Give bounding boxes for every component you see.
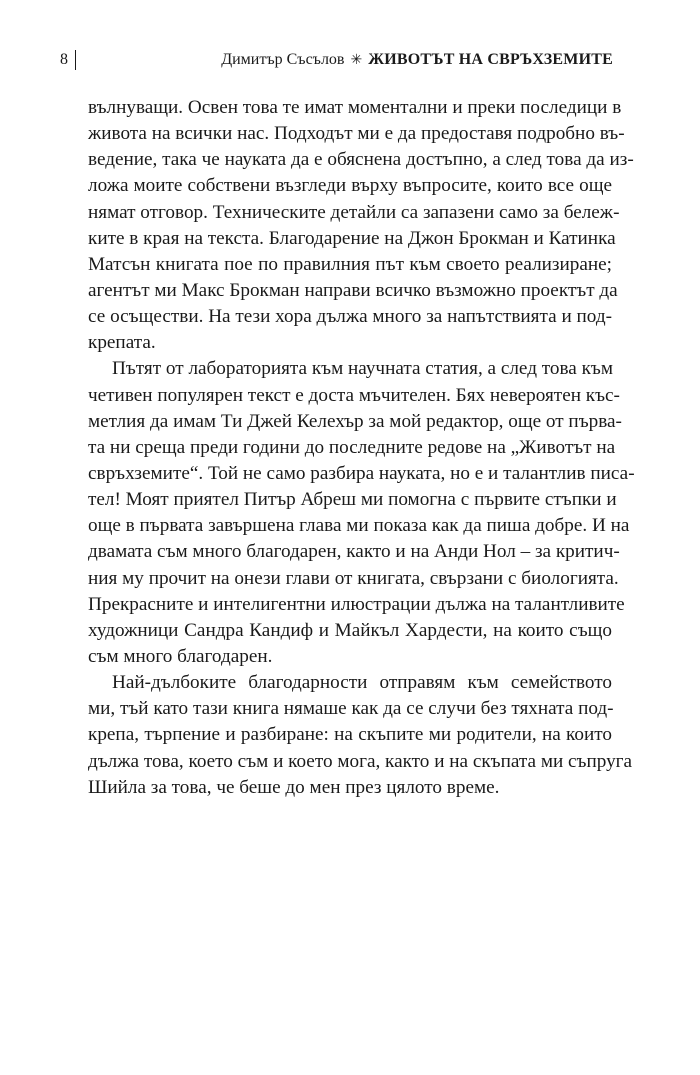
running-head-title: ЖИВОТЪТ НА СВРЪХЗЕМИТЕ (368, 51, 613, 68)
body-text (88, 95, 635, 801)
text-line: Най-дълбоките благодарности отправям към семейството (112, 672, 612, 694)
text-line: ведение, така че науката да е обяснена достъпно, а след това да из- (88, 149, 634, 171)
text-line: още в първата завършена глава ми показа как да пиша добре. И на (88, 515, 630, 537)
paragraph (88, 670, 633, 801)
text-line: Прекрасните и интелигентни илюстрации дължа на талантливите (88, 593, 625, 615)
asterisk-ornament-icon: ✳ (350, 53, 363, 68)
text-line: ките в края на текста. Благодарение на Джон Брокман и Катинка (88, 227, 616, 249)
paragraph (88, 356, 635, 670)
page-number: 8 (60, 51, 68, 68)
text-line: дължа това, което съм и което мога, както и на скъпата ми съпруга (88, 750, 633, 772)
text-line: художници Сандра Кандиф и Майкъл Хардести, на които също (88, 619, 612, 641)
text-line: ми, тъй като тази книга нямаше как да се случи без тяхната под- (88, 698, 614, 720)
text-line: Пътят от лабораторията към научната статия, а след това към (112, 358, 613, 380)
running-head-author: Димитър Съсълов (221, 51, 345, 68)
paragraph (88, 95, 634, 356)
text-line: ния му прочит на онези глави от книгата, свързани с биологията. (88, 567, 619, 589)
text-line: Шийла за това, че беше до мен през цялото време. (88, 776, 500, 798)
text-line: се осъществи. На тези хора дължа много за напътствията и под- (88, 306, 612, 328)
text-line: вълнуващи. Освен това те имат моментални и преки последици в (88, 97, 622, 118)
text-line: ложа моите собствени възгледи върху въпросите, които все още (88, 175, 612, 197)
running-header (60, 50, 613, 74)
text-line: четивен популярен текст е доста мъчителен. Бях невероятен къс- (88, 384, 620, 406)
text-line: та ни среща преди години до последните редове на „Животът на (88, 436, 616, 458)
text-line: живота на всички нас. Подходът ми е да предоставя подробно въ- (88, 123, 625, 145)
text-line: крепата. (88, 332, 156, 354)
running-head (221, 50, 613, 71)
text-line: крепа, търпение и разбиране: на скъпите ми родители, на които (88, 724, 612, 746)
header-divider (75, 50, 76, 70)
text-line: Матсън книгата пое по правилния път към своето реализиране; (88, 253, 612, 275)
text-line: тел! Моят приятел Питър Абреш ми помогна с първите стъпки и (88, 489, 617, 511)
text-line: метлия да имам Ти Джей Келехър за мой редактор, още от първа- (88, 410, 622, 432)
text-line: свръхземите“. Той не само разбира науката, но е и талантлив писа- (88, 462, 635, 484)
text-line: нямат отговор. Техническите детайли са запазени само за бележ- (88, 201, 620, 223)
text-line: двамата съм много благодарен, както и на Анди Нол – за критич- (88, 541, 620, 563)
text-line: съм много благодарен. (88, 645, 273, 667)
text-line: агентът ми Макс Брокман направи всичко възможно проектът да (88, 279, 618, 301)
